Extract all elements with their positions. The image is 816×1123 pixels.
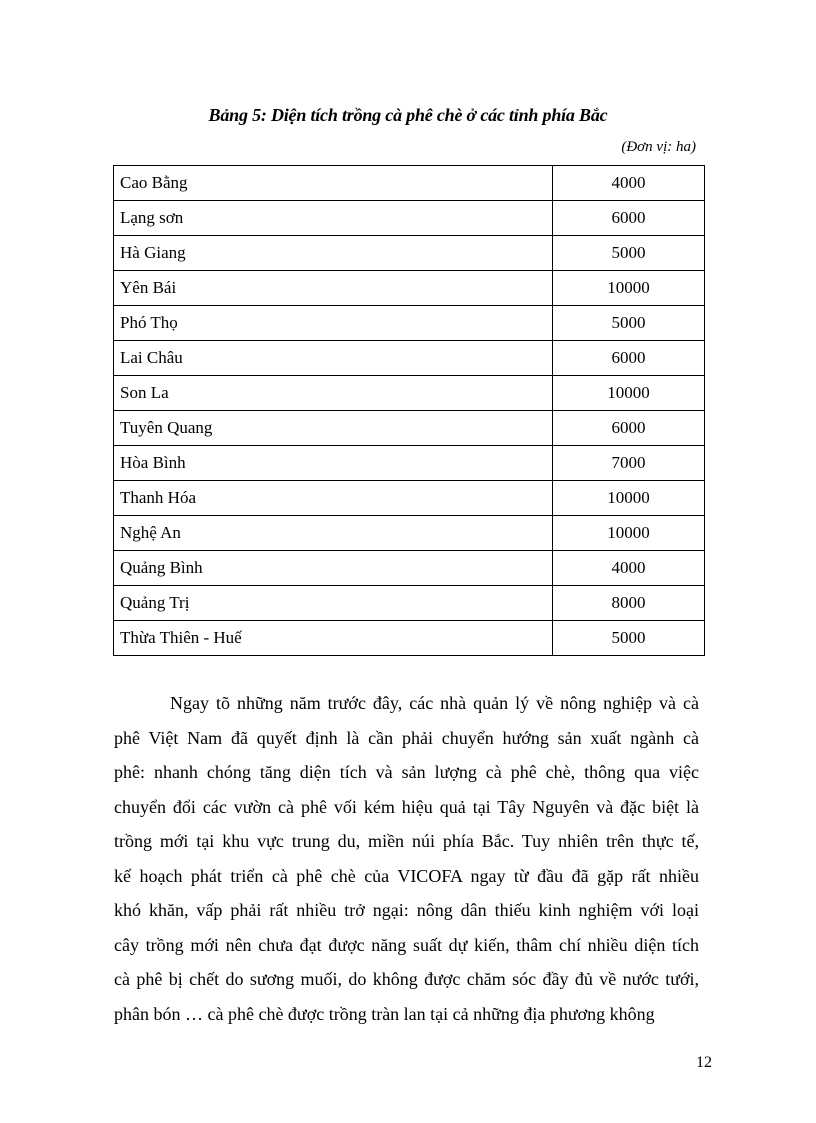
province-cell: Cao Bằng [114,166,553,201]
paragraph-line: chuyển đổi các vườn cà phê vối kém hiệu quả tại Tây Nguyên và đặc biệt là [114,796,699,817]
table-row [114,271,705,306]
area-cell: 5000 [553,236,705,271]
area-cell: 8000 [553,586,705,621]
area-cell: 4000 [553,551,705,586]
area-cell: 10000 [553,481,705,516]
unit-note: (Đơn vị: ha) [621,139,696,155]
area-cell: 6000 [553,201,705,236]
province-cell: Yên Bái [114,271,553,306]
area-cell: 7000 [553,446,705,481]
area-table [113,165,705,656]
area-cell: 6000 [553,411,705,446]
province-cell: Thừa Thiên - Huế [114,621,553,656]
table-row [114,446,705,481]
table-row [114,236,705,271]
area-cell: 5000 [553,621,705,656]
paragraph-line: cà phê bị chết do sương muối, do không được chăm sóc đầy đủ về nước tưới, [114,969,699,989]
paragraph-line: Ngay tõ những năm trước đây, các nhà quản lý về nông nghiệp và cà [170,693,699,713]
paragraph-line: khó khăn, vấp phải rất nhiều trở ngại: nông dân thiếu kinh nghiệm với loại [114,900,699,920]
area-cell: 5000 [553,306,705,341]
paragraph-line: phê: nhanh chóng tăng diện tích và sản lượng cà phê chè, thông qua việc [114,762,699,782]
table-row [114,586,705,621]
paragraph-line: trồng mới tại khu vực trung du, miền núi phía Bắc. Tuy nhiên trên thực tế, [114,831,699,851]
province-cell: Quảng Bình [114,551,553,586]
province-cell: Lạng sơn [114,201,553,236]
area-cell: 10000 [553,516,705,551]
province-cell: Phó Thọ [114,306,553,341]
table-row [114,411,705,446]
area-cell: 4000 [553,166,705,201]
province-cell: Thanh Hóa [114,481,553,516]
province-cell: Tuyên Quang [114,411,553,446]
table-caption: Bảng 5: Diện tích trồng cà phê chè ở các tỉnh phía Bắc [208,105,608,125]
province-cell: Hà Giang [114,236,553,271]
table-row [114,481,705,516]
table-row [114,621,705,656]
province-cell: Lai Châu [114,341,553,376]
table-row [114,551,705,586]
province-cell: Hòa Bình [114,446,553,481]
paragraph-line: cây trồng mới nên chưa đạt được năng suất dự kiến, thâm chí nhiều diện tích [114,934,699,955]
table-row [114,376,705,411]
table-row [114,201,705,236]
table-row [114,306,705,341]
area-cell: 6000 [553,341,705,376]
paragraph-line: phê Việt Nam đã quyết định là cần phải chuyển hướng sản xuất ngành cà [114,727,699,748]
table-row [114,166,705,201]
table-row [114,341,705,376]
body-paragraph [114,686,699,1031]
area-cell: 10000 [553,376,705,411]
paragraph-line: phân bón … cà phê chè được trồng tràn lan tại cả những địa phương không [114,1003,655,1024]
paragraph-line: kế hoạch phát triển cà phê chè của VICOFA ngay từ đầu đã gặp rất nhiều [114,865,699,886]
province-cell: Son La [114,376,553,411]
page-number: 12 [696,1054,712,1071]
province-cell: Quảng Trị [114,586,553,621]
province-cell: Nghệ An [114,516,553,551]
table-row [114,516,705,551]
area-cell: 10000 [553,271,705,306]
